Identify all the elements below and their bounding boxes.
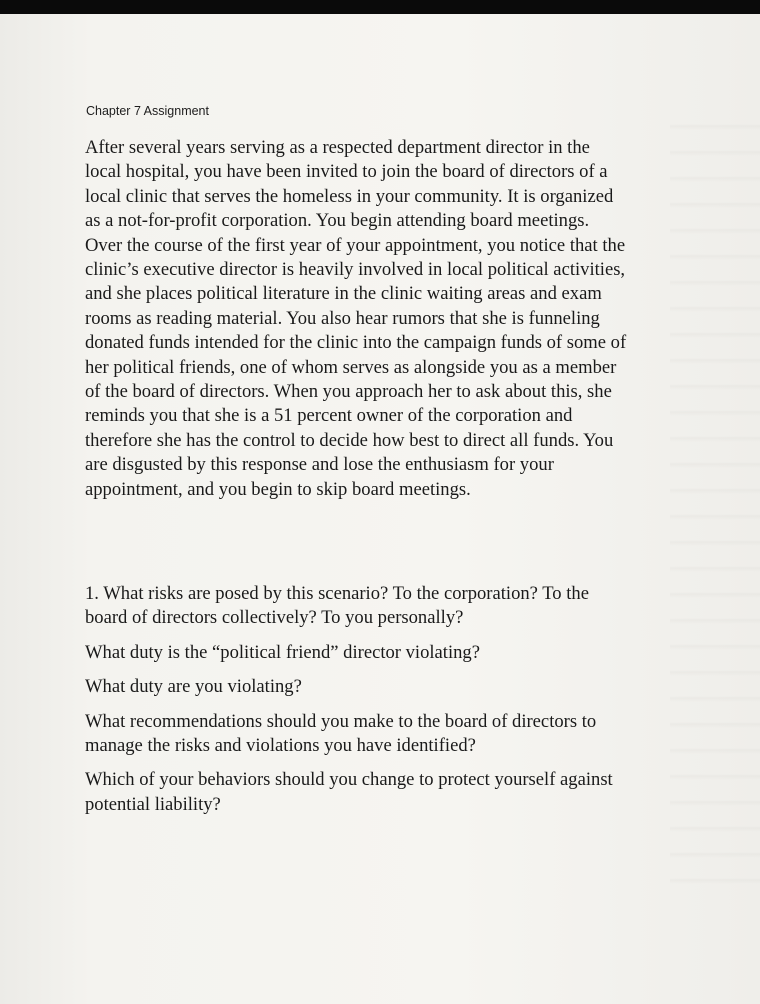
scenario-line: local hospital, you have been invited to join the board of directors of a [85,161,608,183]
top-black-bar [0,0,760,14]
scenario-line: and she places political literature in the clinic waiting areas and exam [85,283,602,305]
question-line: What recommendations should you make to the board of directors to [85,710,597,732]
question-list [85,582,725,827]
question-5 [85,768,725,817]
scenario-line: Over the course of the first year of your appointment, you notice that the [85,234,626,256]
scenario-line: of the board of directors. When you approach her to ask about this, she [85,381,612,403]
scenario-line: reminds you that she is a 51 percent owner of the corporation and [85,405,573,427]
question-line: Which of your behaviors should you change to protect yourself against [85,769,613,791]
scenario-line: appointment, and you begin to skip board meetings. [85,478,471,500]
scenario-line: her political friends, one of whom serves as alongside you as a member [85,356,617,378]
question-3 [85,675,725,699]
scenario-line: rooms as reading material. You also hear rumors that she is funneling [85,307,600,329]
question-line: 1. What risks are posed by this scenario? To the corporation? To the [85,583,589,604]
chapter-title: Chapter 7 Assignment [86,104,209,118]
scenario-line: therefore she has the control to decide how best to direct all funds. You [85,429,614,451]
scenario-line: donated funds intended for the clinic into the campaign funds of some of [85,332,627,354]
scenario-line: are disgusted by this response and lose the enthusiasm for your [85,454,554,476]
question-line: board of directors collectively? To you personally? [85,607,464,629]
question-line: What duty is the “political friend” director violating? [85,641,480,663]
scenario-paragraph [85,136,725,502]
scenario-line: After several years serving as a respected department director in the [85,137,590,158]
scenario-line: as a not-for-profit corporation. You begin attending board meetings. [85,210,590,232]
question-line: manage the risks and violations you have identified? [85,735,476,757]
question-line: What duty are you violating? [85,676,302,698]
question-line: potential liability? [85,793,221,815]
scenario-line: clinic’s executive director is heavily involved in local political activities, [85,259,626,281]
question-2 [85,641,725,665]
scenario-line: local clinic that serves the homeless in your community. It is organized [85,185,614,207]
question-4 [85,710,725,759]
question-1 [85,582,725,631]
